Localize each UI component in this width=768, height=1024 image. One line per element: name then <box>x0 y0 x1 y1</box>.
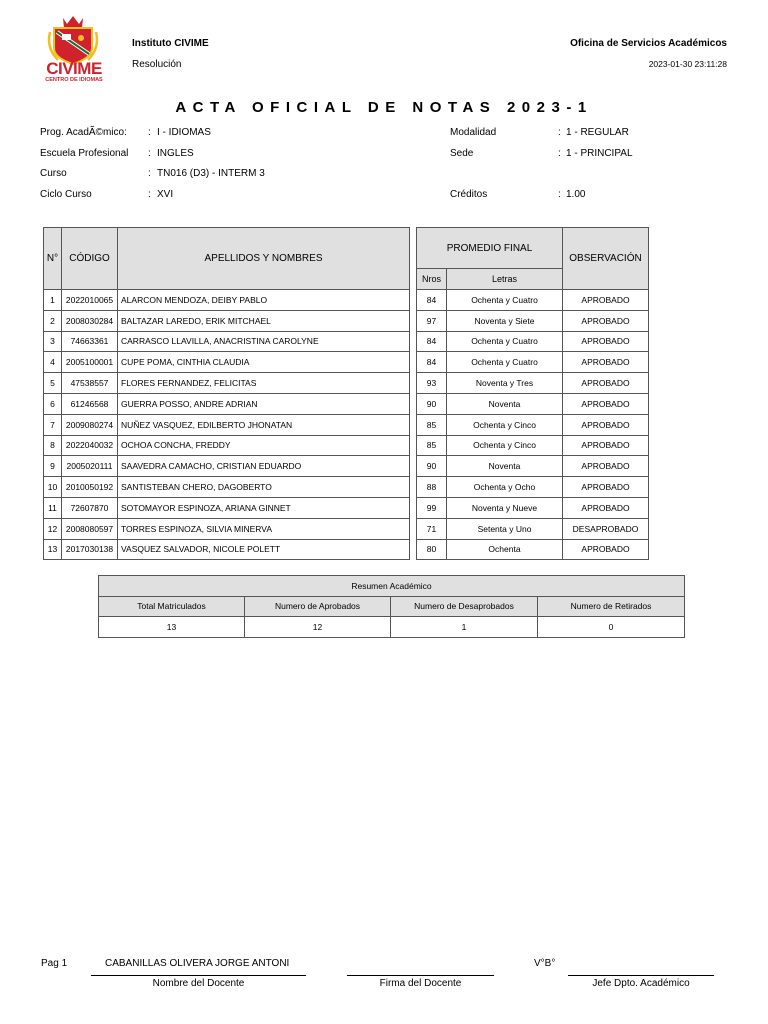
row-observacion: APROBADO <box>563 373 649 394</box>
table-row <box>44 539 410 560</box>
table-row <box>417 456 649 477</box>
summary-header-desaprobados: Numero de Desaprobados <box>391 596 538 617</box>
table-row <box>417 290 649 311</box>
row-nota: 80 <box>417 539 447 560</box>
summary-title: Resumen Académico <box>99 576 685 597</box>
table-row <box>44 290 410 311</box>
row-letras: Noventa y Siete <box>447 310 563 331</box>
row-nota: 84 <box>417 290 447 311</box>
table-row <box>417 518 649 539</box>
table-row <box>417 373 649 394</box>
table-row <box>44 477 410 498</box>
col-header-observacion: OBSERVACIÓN <box>563 228 649 290</box>
row-codigo: 2009080274 <box>62 414 118 435</box>
row-number: 3 <box>44 331 62 352</box>
sede-colon: : <box>558 148 561 159</box>
row-codigo: 2022010065 <box>62 290 118 311</box>
row-letras: Ochenta y Cuatro <box>447 290 563 311</box>
row-nombre: OCHOA CONCHA, FREDDY <box>118 435 410 456</box>
col-header-nombres: APELLIDOS Y NOMBRES <box>118 228 410 290</box>
row-number: 11 <box>44 497 62 518</box>
firma-docente-label: Firma del Docente <box>379 978 462 989</box>
row-letras: Noventa <box>447 456 563 477</box>
curso-colon: : <box>148 168 151 179</box>
row-number: 13 <box>44 539 62 560</box>
row-codigo: 2022040032 <box>62 435 118 456</box>
summary-value-aprobados: 12 <box>245 617 391 638</box>
col-header-codigo: CÓDIGO <box>62 228 118 290</box>
row-number: 6 <box>44 393 62 414</box>
row-nota: 84 <box>417 352 447 373</box>
signature-line-jefe <box>568 975 714 976</box>
page-number: Pag 1 <box>41 958 68 969</box>
row-nombre: TORRES ESPINOZA, SILVIA MINERVA <box>118 518 410 539</box>
table-row <box>44 373 410 394</box>
row-nombre: ALARCON MENDOZA, DEIBY PABLO <box>118 290 410 311</box>
row-nota: 85 <box>417 435 447 456</box>
prog-label: Prog. AcadÃ©mico: <box>40 127 127 138</box>
prog-colon: : <box>148 127 151 138</box>
row-nota: 90 <box>417 393 447 414</box>
row-observacion: DESAPROBADO <box>563 518 649 539</box>
summary-header-retirados: Numero de Retirados <box>538 596 685 617</box>
docente-name: CABANILLAS OLIVERA JORGE ANTONI <box>105 958 290 969</box>
table-row <box>417 331 649 352</box>
row-nombre: FLORES FERNANDEZ, FELICITAS <box>118 373 410 394</box>
row-number: 7 <box>44 414 62 435</box>
col-header-letras: Letras <box>447 269 563 290</box>
summary-header-aprobados: Numero de Aprobados <box>245 596 391 617</box>
print-datetime: 2023-01-30 23:11:28 <box>648 59 727 69</box>
resolution-label: Resolución <box>132 59 182 70</box>
page-title: ACTA OFICIAL DE NOTAS 2023-1 <box>175 99 593 116</box>
sede-label: Sede <box>450 148 474 159</box>
visto-bueno: V°B° <box>534 958 556 969</box>
row-number: 12 <box>44 518 62 539</box>
row-number: 10 <box>44 477 62 498</box>
table-row <box>44 497 410 518</box>
escuela-colon: : <box>148 148 151 159</box>
table-row <box>417 497 649 518</box>
row-observacion: APROBADO <box>563 497 649 518</box>
escuela-label: Escuela Profesional <box>40 148 129 159</box>
row-number: 1 <box>44 290 62 311</box>
brand-subtitle: CENTRO DE IDIOMAS <box>45 77 103 83</box>
academic-summary <box>98 575 685 638</box>
row-nombre: NUÑEZ VASQUEZ, EDILBERTO JHONATAN <box>118 414 410 435</box>
row-observacion: APROBADO <box>563 435 649 456</box>
table-row <box>44 331 410 352</box>
row-observacion: APROBADO <box>563 414 649 435</box>
row-codigo: 2017030138 <box>62 539 118 560</box>
row-observacion: APROBADO <box>563 352 649 373</box>
col-header-n: N° <box>44 228 62 290</box>
col-header-promedio: PROMEDIO FINAL <box>417 228 563 269</box>
row-nota: 99 <box>417 497 447 518</box>
table-row <box>44 518 410 539</box>
summary-value-matriculados: 13 <box>99 617 245 638</box>
row-observacion: APROBADO <box>563 477 649 498</box>
summary-value-desaprobados: 1 <box>391 617 538 638</box>
modalidad-label: Modalidad <box>450 127 497 138</box>
table-row <box>417 352 649 373</box>
row-letras: Ochenta <box>447 539 563 560</box>
brand-name: CIVIME <box>46 59 102 78</box>
row-observacion: APROBADO <box>563 539 649 560</box>
jefe-dpto-label: Jefe Dpto. Académico <box>592 978 690 989</box>
modalidad-value: 1 - REGULAR <box>566 127 629 138</box>
row-codigo: 74663361 <box>62 331 118 352</box>
ciclo-colon: : <box>148 189 151 200</box>
row-letras: Ochenta y Ocho <box>447 477 563 498</box>
row-number: 5 <box>44 373 62 394</box>
row-letras: Ochenta y Cinco <box>447 435 563 456</box>
office-name: Oficina de Servicios Académicos <box>570 38 727 49</box>
row-nombre: SOTOMAYOR ESPINOZA, ARIANA GINNET <box>118 497 410 518</box>
row-observacion: APROBADO <box>563 393 649 414</box>
table-row <box>417 539 649 560</box>
ciclo-label: Ciclo Curso <box>40 189 92 200</box>
summary-value-retirados: 0 <box>538 617 685 638</box>
creditos-label: Créditos <box>450 189 488 200</box>
row-number: 9 <box>44 456 62 477</box>
table-row <box>44 435 410 456</box>
grades-table-scores <box>416 227 649 560</box>
row-letras: Ochenta y Cuatro <box>447 331 563 352</box>
row-letras: Noventa <box>447 393 563 414</box>
table-row <box>44 352 410 373</box>
row-number: 2 <box>44 310 62 331</box>
table-row <box>417 310 649 331</box>
sede-value: 1 - PRINCIPAL <box>566 148 633 159</box>
prog-value: I - IDIOMAS <box>157 127 211 138</box>
row-nota: 71 <box>417 518 447 539</box>
row-codigo: 61246568 <box>62 393 118 414</box>
escuela-value: INGLES <box>157 148 194 159</box>
creditos-value: 1.00 <box>566 189 586 200</box>
row-nombre: VASQUEZ SALVADOR, NICOLE POLETT <box>118 539 410 560</box>
table-row <box>417 414 649 435</box>
table-row <box>417 393 649 414</box>
curso-label: Curso <box>40 168 67 179</box>
row-nombre: BALTAZAR LAREDO, ERIK MITCHAEL <box>118 310 410 331</box>
signature-line-name <box>91 975 306 976</box>
row-nota: 84 <box>417 331 447 352</box>
curso-value: TN016 (D3) - INTERM 3 <box>157 168 265 179</box>
row-nota: 93 <box>417 373 447 394</box>
row-codigo: 72607870 <box>62 497 118 518</box>
row-nota: 85 <box>417 414 447 435</box>
table-row <box>417 435 649 456</box>
row-codigo: 2005100001 <box>62 352 118 373</box>
row-letras: Setenta y Uno <box>447 518 563 539</box>
table-row <box>44 456 410 477</box>
row-nombre: SAAVEDRA CAMACHO, CRISTIAN EDUARDO <box>118 456 410 477</box>
table-row <box>44 393 410 414</box>
row-nombre: CARRASCO LLAVILLA, ANACRISTINA CAROLYNE <box>118 331 410 352</box>
ciclo-value: XVI <box>157 189 174 200</box>
grades-table-students <box>43 227 410 560</box>
row-observacion: APROBADO <box>563 310 649 331</box>
institute-name: Instituto CIVIME <box>132 38 209 49</box>
table-row <box>44 414 410 435</box>
row-letras: Ochenta y Cinco <box>447 414 563 435</box>
row-observacion: APROBADO <box>563 456 649 477</box>
row-observacion: APROBADO <box>563 290 649 311</box>
row-codigo: 2010050192 <box>62 477 118 498</box>
row-codigo: 47538557 <box>62 373 118 394</box>
row-number: 8 <box>44 435 62 456</box>
row-nombre: GUERRA POSSO, ANDRE ADRIAN <box>118 393 410 414</box>
creditos-colon: : <box>558 189 561 200</box>
row-letras: Ochenta y Cuatro <box>447 352 563 373</box>
col-header-nros: Nros <box>417 269 447 290</box>
row-nombre: SANTISTEBAN CHERO, DAGOBERTO <box>118 477 410 498</box>
row-letras: Noventa y Tres <box>447 373 563 394</box>
modalidad-colon: : <box>558 127 561 138</box>
row-observacion: APROBADO <box>563 331 649 352</box>
row-nota: 88 <box>417 477 447 498</box>
row-letras: Noventa y Nueve <box>447 497 563 518</box>
signature-line-firma <box>347 975 494 976</box>
row-codigo: 2008080597 <box>62 518 118 539</box>
row-codigo: 2005020111 <box>62 456 118 477</box>
table-row <box>44 310 410 331</box>
row-codigo: 2008030284 <box>62 310 118 331</box>
row-nota: 97 <box>417 310 447 331</box>
row-nota: 90 <box>417 456 447 477</box>
nombre-docente-label: Nombre del Docente <box>152 978 245 989</box>
table-row <box>417 477 649 498</box>
summary-header-matriculados: Total Matriculados <box>99 596 245 617</box>
row-nombre: CUPE POMA, CINTHIA CLAUDIA <box>118 352 410 373</box>
row-number: 4 <box>44 352 62 373</box>
